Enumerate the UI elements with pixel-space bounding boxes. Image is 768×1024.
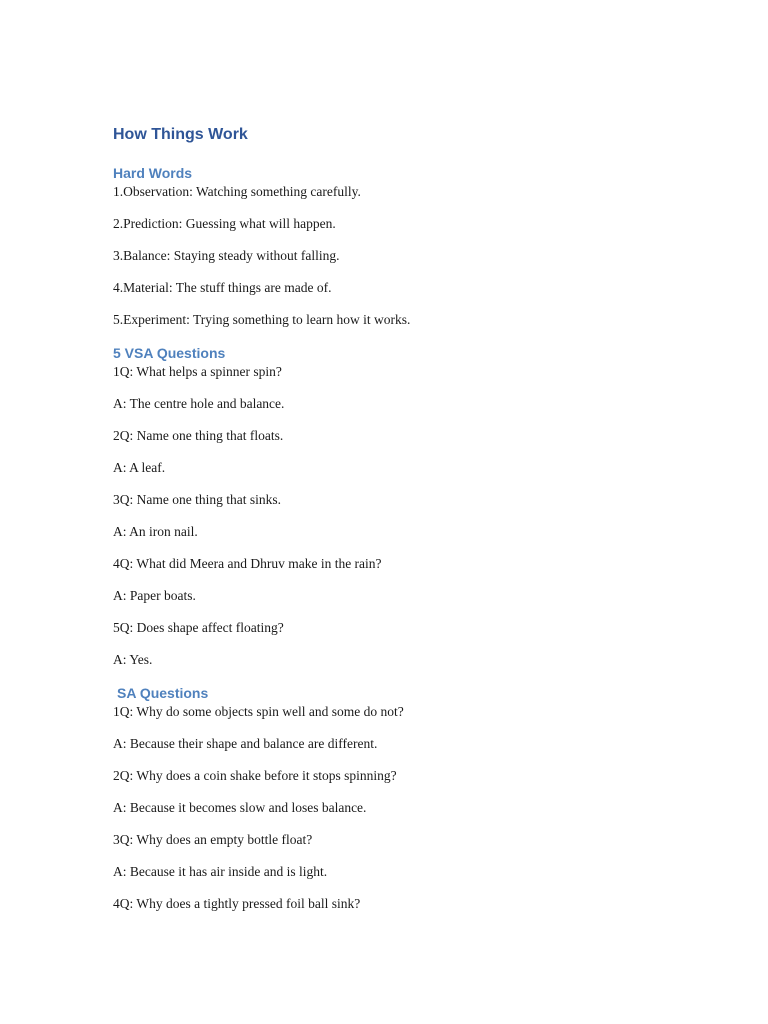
- hard-word-1: 1.Observation: Watching something carefully.: [113, 184, 361, 199]
- sa-question-3: 3Q: Why does an empty bottle float?: [113, 832, 313, 847]
- sa-question-4: 4Q: Why does a tightly pressed foil ball sink?: [113, 896, 361, 911]
- vsa-question-1: 1Q: What helps a spinner spin?: [113, 364, 282, 379]
- vsa-question-5: 5Q: Does shape affect floating?: [113, 620, 284, 635]
- document-title: How Things Work: [113, 126, 248, 143]
- vsa-question-4: 4Q: What did Meera and Dhruv make in the rain?: [113, 556, 382, 571]
- vsa-answer-5: A: Yes.: [113, 652, 153, 667]
- sa-question-2: 2Q: Why does a coin shake before it stops spinning?: [113, 768, 397, 783]
- vsa-answer-3: A: An iron nail.: [113, 524, 198, 539]
- section-hard-words: [113, 164, 713, 330]
- hard-word-2: 2.Prediction: Guessing what will happen.: [113, 216, 336, 231]
- section-heading-vsa: 5 VSA Questions: [113, 345, 226, 361]
- sa-answer-1: A: Because their shape and balance are different.: [113, 736, 378, 751]
- vsa-answer-2: A: A leaf.: [113, 460, 166, 475]
- document-content: [113, 124, 713, 928]
- vsa-question-2: 2Q: Name one thing that floats.: [113, 428, 284, 443]
- section-heading-hard-words: Hard Words: [113, 165, 193, 181]
- sa-question-1: 1Q: Why do some objects spin well and some do not?: [113, 704, 404, 719]
- vsa-answer-1: A: The centre hole and balance.: [113, 396, 285, 411]
- section-sa-questions: [113, 684, 713, 914]
- hard-word-3: 3.Balance: Staying steady without falling.: [113, 248, 340, 263]
- section-heading-sa: SA Questions: [117, 685, 209, 701]
- hard-word-4: 4.Material: The stuff things are made of.: [113, 280, 332, 295]
- vsa-answer-4: A: Paper boats.: [113, 588, 196, 603]
- hard-word-5: 5.Experiment: Trying something to learn how it works.: [113, 312, 411, 327]
- sa-answer-3: A: Because it has air inside and is light.: [113, 864, 328, 879]
- section-vsa-questions: [113, 344, 713, 670]
- sa-answer-2: A: Because it becomes slow and loses balance.: [113, 800, 367, 815]
- vsa-question-3: 3Q: Name one thing that sinks.: [113, 492, 281, 507]
